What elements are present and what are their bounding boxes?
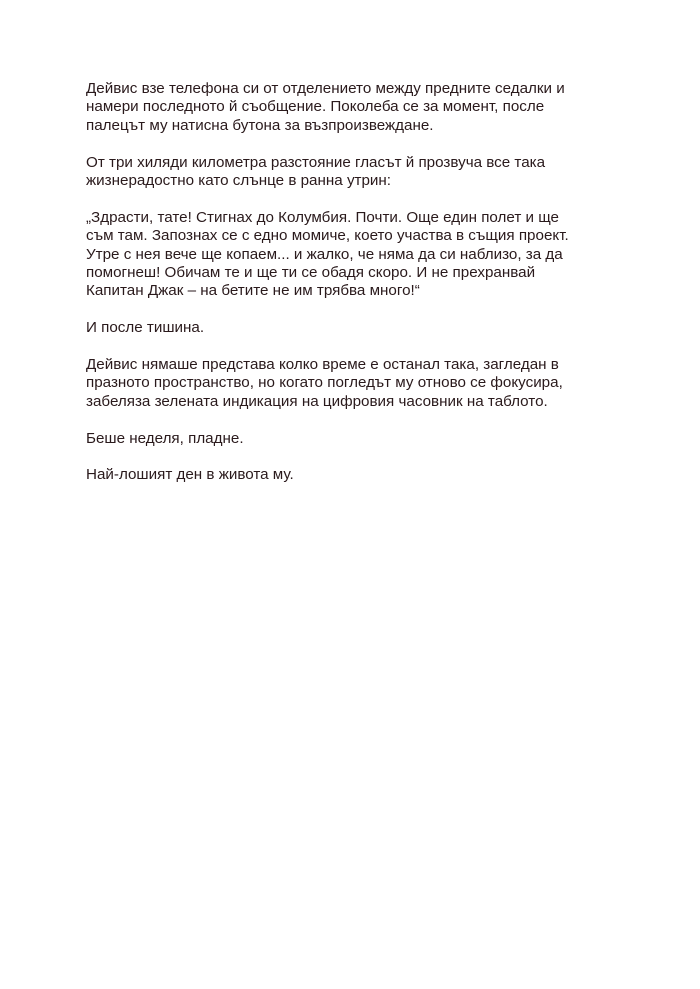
text-line: съм там. Запознах се с едно момиче, което участва в същия проект. — [86, 227, 569, 245]
text-line: празното пространство, но когато погледът му отново се фокусира, — [86, 374, 563, 392]
text-line: Капитан Джак – на бетите не им трябва много!“ — [86, 282, 420, 300]
text-line: намери последното й съобщение. Поколеба се за момент, после — [86, 98, 545, 116]
text-line: „Здрасти, тате! Стигнах до Колумбия. Почти. Още един полет и ще — [86, 208, 559, 226]
text-line: жизнерадостно като слънце в ранна утрин: — [86, 172, 392, 190]
text-line: Дейвис взе телефона си от отделението между предните седалки и — [86, 80, 565, 97]
paragraph — [86, 356, 626, 411]
paragraph — [86, 466, 626, 484]
text-line: помогнеш! Обичам те и ще ти се обадя скоро. И не прехранвай — [86, 264, 536, 282]
text-line: палецът му натисна бутона за възпроизвеждане. — [86, 116, 434, 134]
paragraph — [86, 319, 626, 337]
text-line: Дейвис нямаше представа колко време е останал така, загледан в — [86, 356, 559, 374]
paragraph — [86, 154, 626, 191]
text-line: И после тишина. — [86, 319, 205, 337]
text-line: От три хиляди километра разстояние гласът й прозвуча все така — [86, 153, 546, 171]
text-line: Най-лошият ден в живота му. — [86, 466, 294, 484]
paragraph — [86, 430, 626, 448]
paragraph — [86, 80, 626, 135]
paragraph — [86, 209, 626, 301]
text-line: забеляза зелената индикация на цифровия часовник на таблото. — [86, 392, 548, 410]
text-line: Утре с нея вече ще копаем... и жалко, че няма да си наблизо, за да — [86, 245, 563, 263]
text-line: Беше неделя, пладне. — [86, 429, 244, 447]
document-body — [86, 80, 626, 503]
